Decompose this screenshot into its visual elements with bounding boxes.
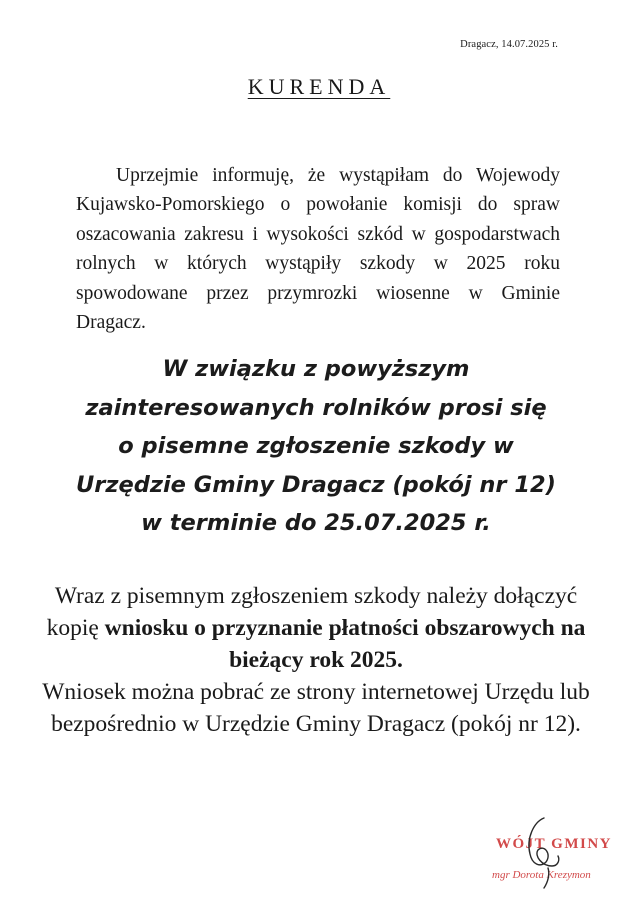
stamp-heading: WÓJT GMINY bbox=[496, 836, 612, 852]
notice-line: w terminie do 25.07.2025 r. bbox=[141, 510, 491, 536]
notice-line: o pisemne zgłoszenie szkody w bbox=[118, 433, 514, 459]
notice-line: zainteresowanych rolników prosi się bbox=[85, 394, 547, 421]
date-line: Dragacz, 14.07.2025 r. bbox=[460, 39, 558, 50]
intro-paragraph: Uprzejmie informuję, że wystąpiłam do Wojewody Kujawsko-Pomorskiego o powołanie komisji do spraw oszacowania zakresu i wysokości szkód w gospodarstwach rolnych w których wystąpiły szkody w 2025 roku spowodowane przez przymrozki wiosenne w Gminie Dragacz. bbox=[76, 164, 560, 333]
stamp-name: mgr Dorota Krezymon bbox=[492, 869, 591, 881]
notice-line: W związku z powyższym bbox=[162, 356, 470, 382]
document-title-wrapper bbox=[0, 74, 632, 100]
notice-block bbox=[40, 350, 592, 543]
attachment-bold-text: wniosku o przyznanie płatności obszarowych na bieżący rok 2025. bbox=[104, 615, 586, 673]
download-info: Wniosek można pobrać ze strony internetowej Urzędu lub bezpośrednio w Urzędzie Gminy Dragacz (pokój nr 12). bbox=[42, 679, 590, 737]
document-title: KURENDA bbox=[247, 74, 391, 99]
signature-mark bbox=[504, 810, 574, 890]
attachment-text: Wraz z pisemnym zgłoszeniem szkody należy dołączyć kopię bbox=[46, 583, 578, 641]
notice-line: Urzędzie Gminy Dragacz (pokój nr 12) bbox=[76, 471, 556, 498]
attachment-block bbox=[40, 580, 592, 740]
